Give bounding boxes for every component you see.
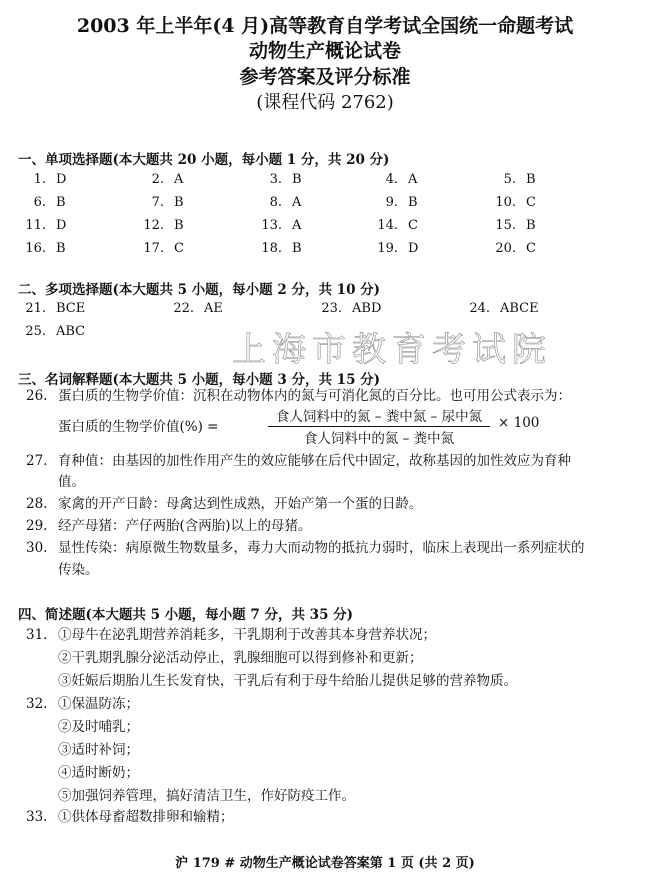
answer-line: ⑤加强饲养管理，搞好清洁卫生，作好防疫工作。 — [58, 788, 355, 804]
answer-line: ①母牛在泌乳期营养消耗多，干乳期利于改善其本身营养状况； — [58, 627, 436, 643]
answer-number: 21. — [25, 301, 46, 316]
answer-item — [490, 195, 536, 210]
answer-number: 14. — [377, 218, 398, 233]
answer-number: 6. — [33, 195, 46, 210]
q28-text: 家禽的开产日龄：母禽达到性成熟，开始产第一个蛋的日龄。 — [58, 496, 423, 512]
section3-heading: 三、名词解释题(本大题共 5 小题，每小题 3 分，共 15 分) — [18, 372, 381, 388]
answer-choice: B — [292, 172, 302, 187]
answer-item — [138, 218, 184, 233]
answer-item — [256, 218, 301, 233]
answer-choice: C — [526, 241, 536, 256]
answer-choice: BCE — [56, 301, 86, 316]
course-code: (课程代码 2762) — [256, 92, 394, 113]
answer-number: 9. — [385, 195, 398, 210]
answer-number: 24. — [469, 301, 490, 316]
q29-number: 29. — [26, 518, 48, 534]
answer-number: 15. — [495, 218, 516, 233]
answer-item — [20, 195, 66, 210]
answer-choice: ABD — [352, 301, 382, 316]
answer-number: 10. — [495, 195, 516, 210]
answer-item — [138, 241, 184, 256]
answer-choice: A — [292, 195, 302, 210]
answer-choice: A — [292, 218, 302, 233]
answer-item — [372, 172, 417, 187]
q26-text: 蛋白质的生物学价值：沉积在动物体内的氮与可消化氮的百分比。也可用公式表示为： — [58, 388, 571, 404]
answer-number: 7. — [151, 195, 164, 210]
q26-formula — [58, 405, 618, 445]
q33-number: 33. — [26, 809, 48, 825]
answer-item — [20, 301, 85, 316]
answer-line: ③适时补饲； — [58, 742, 139, 758]
answer-choice: A — [408, 172, 418, 187]
answer-item — [256, 241, 302, 256]
answer-choice: C — [408, 218, 418, 233]
answer-number: 22. — [173, 301, 194, 316]
answer-number: 5. — [503, 172, 516, 187]
answer-choice: B — [174, 218, 184, 233]
page-footer: 沪 179 # 动物生产概论试卷答案第 1 页 (共 2 页) — [175, 856, 475, 871]
section2-heading: 二、多项选择题(本大题共 5 小题，每小题 2 分，共 10 分) — [18, 282, 381, 298]
answer-item — [372, 241, 418, 256]
section1-heading: 一、单项选择题(本大题共 20 小题，每小题 1 分，共 20 分) — [18, 152, 390, 168]
q30-line2: 传染。 — [58, 562, 99, 578]
q30-number: 30. — [26, 540, 48, 556]
answer-item — [138, 172, 183, 187]
answer-choice: ABCE — [500, 301, 539, 316]
answer-choice: D — [408, 241, 419, 256]
answer-number: 4. — [385, 172, 398, 187]
answer-choice: C — [174, 241, 184, 256]
answer-number: 13. — [261, 218, 282, 233]
answer-line: ③妊娠后期胎儿生长发育快，干乳后有利于母牛给胎儿提供足够的营养物质。 — [58, 673, 517, 689]
answer-line: ④适时断奶； — [58, 765, 139, 781]
q27-number: 27. — [26, 453, 48, 469]
answer-number: 19. — [377, 241, 398, 256]
q29-text: 经产母猪：产仔两胎(含两胎)以上的母猪。 — [58, 518, 312, 534]
answer-number: 8. — [269, 195, 282, 210]
q27-line2: 值。 — [58, 474, 85, 490]
answer-item — [138, 195, 184, 210]
q26-number: 26. — [26, 388, 48, 404]
answer-number: 2. — [151, 172, 164, 187]
paper-title: 动物生产概论试卷 — [248, 40, 401, 62]
q28-number: 28. — [26, 496, 48, 512]
answer-choice: B — [526, 172, 536, 187]
answer-choice: A — [174, 172, 184, 187]
formula-right: × 100 — [498, 415, 540, 431]
answer-item — [464, 301, 539, 316]
formula-fraction — [268, 405, 490, 447]
section4-heading: 四、简述题(本大题共 5 小题，每小题 7 分，共 35 分) — [18, 607, 354, 623]
answer-choice: B — [174, 195, 184, 210]
answer-choice: B — [408, 195, 418, 210]
answer-choice: C — [526, 195, 536, 210]
answer-number: 12. — [143, 218, 164, 233]
answer-line: ②及时哺乳； — [58, 719, 139, 735]
answer-item — [372, 218, 418, 233]
answer-key-title: 参考答案及评分标准 — [239, 66, 411, 88]
answer-line: ①保温防冻； — [58, 696, 139, 712]
answer-item — [490, 218, 536, 233]
answer-number: 23. — [321, 301, 342, 316]
answer-item — [168, 301, 223, 316]
answer-item — [256, 195, 301, 210]
answer-item — [256, 172, 302, 187]
answer-choice: B — [56, 241, 66, 256]
answer-choice: AE — [204, 301, 223, 316]
answer-number: 18. — [261, 241, 282, 256]
q27-line1: 育种值：由基因的加性作用产生的效应能够在后代中固定，故称基因的加性效应为育种 — [58, 453, 571, 469]
q30-line1: 显性传染：病原微生物数量多，毒力大而动物的抵抗力弱时，临床上表现出一系列症状的 — [58, 540, 585, 556]
answer-choice: B — [56, 195, 66, 210]
answer-choice: D — [56, 172, 67, 187]
answer-choice: B — [526, 218, 536, 233]
answer-number: 11. — [25, 218, 46, 233]
answer-number: 16. — [25, 241, 46, 256]
answer-item — [20, 241, 66, 256]
answer-number: 3. — [269, 172, 282, 187]
answer-number: 17. — [143, 241, 164, 256]
institution-watermark: 上海市教育考试院 — [232, 330, 552, 370]
answer-item — [316, 301, 381, 316]
formula-denominator: 食人饲料中的氮 – 粪中氮 — [303, 431, 455, 447]
answer-choice: ABC — [56, 324, 86, 339]
document-header — [0, 0, 650, 116]
answer-item — [20, 172, 66, 187]
answer-item — [20, 324, 85, 339]
formula-numerator: 食人饲料中的氮 – 粪中氮 – 尿中氮 — [268, 405, 490, 427]
answer-number: 25. — [25, 324, 46, 339]
answer-item — [20, 218, 66, 233]
exam-title: 2003 年上半年(4 月)高等教育自学考试全国统一命题考试 — [76, 15, 574, 37]
answer-item — [490, 172, 536, 187]
formula-left: 蛋白质的生物学价值(%) = — [58, 419, 219, 435]
q32-number: 32. — [26, 696, 48, 712]
q31-number: 31. — [26, 627, 48, 643]
answer-item — [490, 241, 536, 256]
answer-line: ①供体母畜超数排卵和输精； — [58, 809, 234, 825]
answer-choice: B — [292, 241, 302, 256]
answer-choice: D — [56, 218, 67, 233]
answer-number: 20. — [495, 241, 516, 256]
answer-line: ②干乳期乳腺分泌活动停止，乳腺细胞可以得到修补和更新； — [58, 650, 423, 666]
answer-item — [372, 195, 418, 210]
answer-number: 1. — [33, 172, 46, 187]
